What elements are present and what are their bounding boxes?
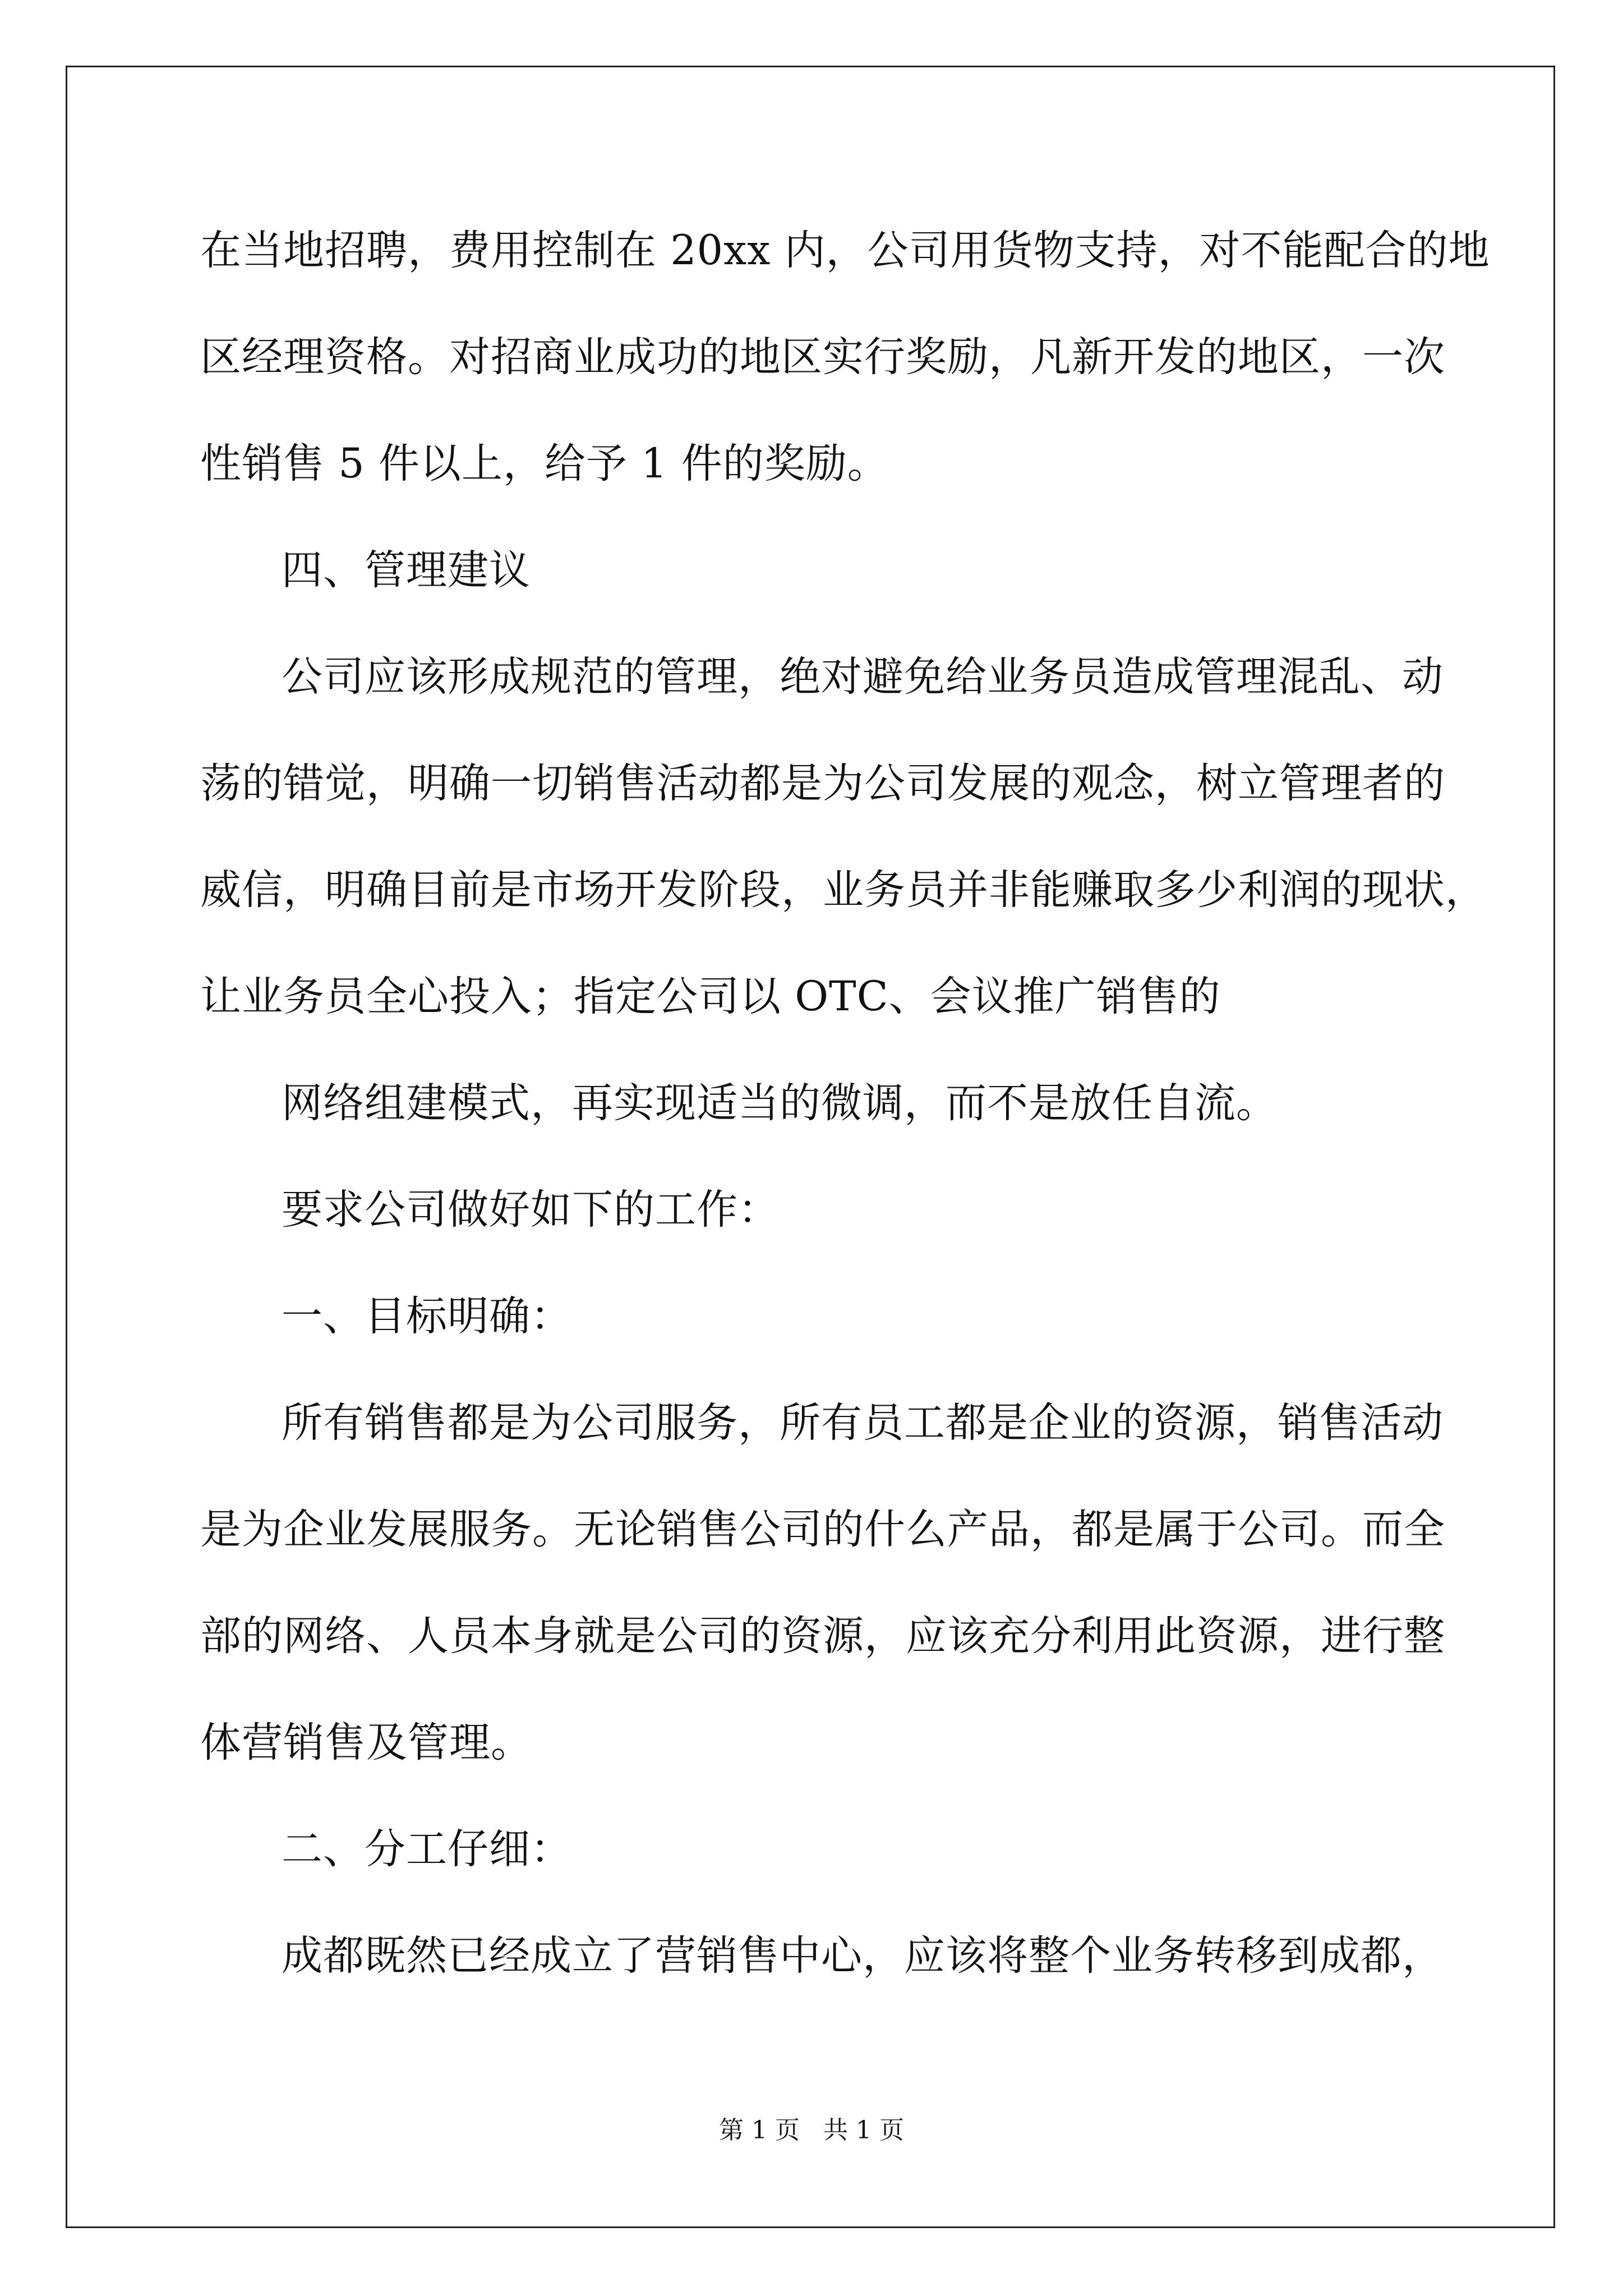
page-border (66, 66, 1555, 2228)
text-line: 要求公司做好如下的工作： (282, 1186, 780, 1234)
section-heading: 二、分工仔细： (282, 1825, 572, 1873)
text-line: 成都既然已经成立了营销售中心，应该将整个业务转移到成都， (282, 1932, 1444, 1980)
text-line: 所有销售都是为公司服务，所有员工都是企业的资源，销售活动 (282, 1399, 1444, 1447)
text-line: 区经理资格。对招商业成功的地区实行奖励，凡新开发的地区，一次 (200, 333, 1445, 381)
text-line: 体营销售及管理。 (200, 1719, 532, 1766)
text-line: 在当地招聘，费用控制在 20xx 内，公司用货物支持，对不能配合的地 (200, 227, 1490, 274)
text-line: 荡的错觉，明确一切销售活动都是为公司发展的观念，树立管理者的 (200, 760, 1445, 807)
text-line: 性销售 5 件以上，给予 1 件的奖励。 (200, 440, 889, 487)
text-line: 让业务员全心投入；指定公司以 OTC、会议推广销售的 (200, 973, 1221, 1020)
page-number: 第 1 页 (719, 2116, 800, 2145)
text-line: 部的网络、人员本身就是公司的资源，应该充分利用此资源，进行整 (200, 1612, 1445, 1660)
page-footer (0, 2118, 1623, 2143)
text-line: 威信，明确目前是市场开发阶段，业务员并非能赚取多少利润的现状， (200, 866, 1487, 914)
text-line: 是为企业发展服务。无论销售公司的什么产品，都是属于公司。而全 (200, 1506, 1445, 1553)
section-heading: 四、管理建议 (282, 546, 531, 594)
text-line: 公司应该形成规范的管理，绝对避免给业务员造成管理混乱、动 (282, 653, 1444, 701)
text-line: 网络组建模式，再实现适当的微调，而不是放任自流。 (282, 1079, 1278, 1127)
page-total: 共 1 页 (823, 2116, 904, 2145)
section-heading: 一、目标明确： (282, 1292, 572, 1340)
